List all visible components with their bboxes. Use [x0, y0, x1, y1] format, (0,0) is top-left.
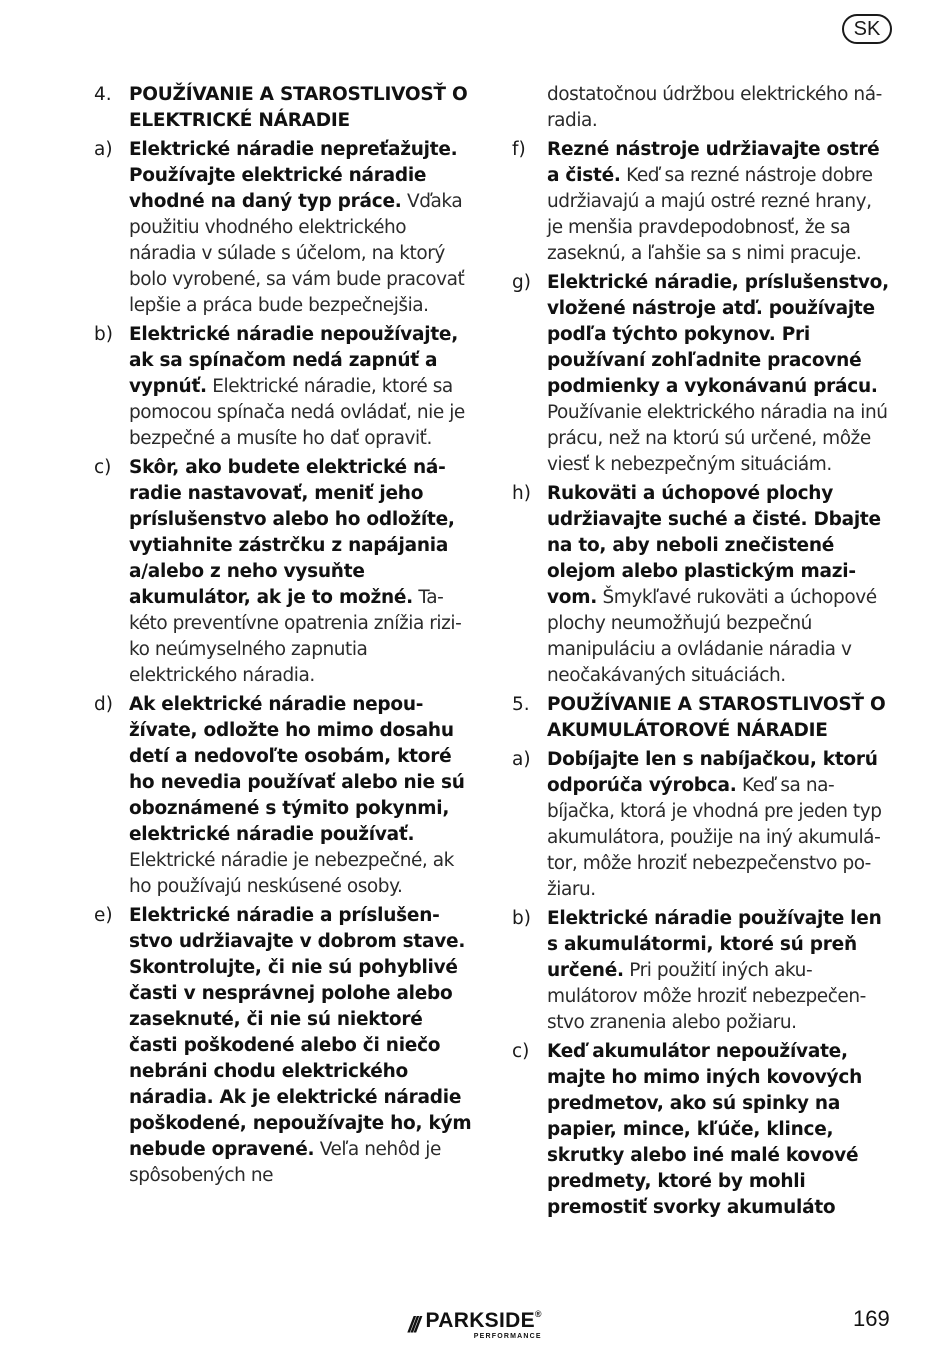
item-label: g): [512, 272, 531, 293]
section-number: 4.: [94, 84, 112, 105]
item-bold-text: Elektrické náradie nepreťažujte. Používajte elektrické náradie vhodné na daný typ práce.: [129, 139, 458, 212]
language-badge: SK: [842, 14, 892, 44]
left-column: [94, 82, 472, 1192]
item-label: a): [94, 139, 113, 160]
logo-slashes-icon: ///: [408, 1312, 418, 1337]
item-bold-text: Skôr, ako budete elektrické náradie nastavovať, meniť jeho príslušenstvo alebo ho odložíte, vytiahnite zástrčku z napájania a/alebo z neho vysuňte akumulátor, ak je to možné.: [129, 457, 455, 608]
item-text: Elektrické náradie je nebezpečné, ak ho používajú neskúsené osoby.: [129, 850, 454, 897]
item-text: Pri použití iných akumulátorov môže hroziť nebezpečenstvo zranenia alebo požiaru.: [547, 960, 867, 1033]
item-bold-text: Elektrické náradie používajte len s akumulátormi, ktoré sú preň určené.: [547, 908, 882, 981]
list-item-b: [94, 322, 472, 452]
item-bold-text: Keď akumulátor nepoužívate, majte ho mimo iných kovových predmetov, ako sú spinky na papier, mince, kľúče, klince, skrutky alebo iné malé kovové predmety, ktoré by mohli premostiť svorky akumuláto: [547, 1041, 862, 1218]
item-text: Veľa nehôd je spôsobených ne: [129, 1139, 441, 1186]
item-text: Takéto preventívne opatrenia znížia riziko neúmyselného zapnutia elektrického náradia.: [129, 587, 462, 686]
item-text: Používanie elektrického náradia na inú prácu, než na ktorú sú určené, môže viesť k nebezpečným situáciám.: [547, 402, 888, 475]
list-item-d: [94, 692, 472, 900]
section-title: POUŽÍVANIE A STAROSTLIVOSŤ O ELEKTRICKÉ NÁRADIE: [129, 84, 468, 131]
section-number: 5.: [512, 694, 530, 715]
list-item-g: [512, 270, 890, 478]
item-label: c): [512, 1041, 530, 1062]
item-label: c): [94, 457, 112, 478]
brand-name: PARKSIDE: [425, 1309, 535, 1332]
item-bold-text: Elektrické náradie nepoužívajte, ak sa spínačom nedá zapnúť a vypnúť.: [129, 324, 458, 397]
item-label: f): [512, 139, 526, 160]
list-item-c: [94, 455, 472, 689]
item-text: Vďaka použitiu vhodného elektrického náradia v súlade s účelom, na ktorý bolo vyrobené, sa vám bude pracovať lepšie a práca bude bezpečnejšia.: [129, 191, 465, 316]
item-label: e): [94, 905, 113, 926]
item-bold-text: Rukoväti a úchopové plochy udržiavajte suché a čisté. Dbajte na to, aby neboli znečistené olejom alebo plastickým mazivom.: [547, 483, 881, 608]
list-item-a: [94, 137, 472, 319]
item-text: Keď sa rezné nástroje dobre udržiavajú a majú ostré rezné hrany, je menšia pravdepodobnosť, že sa zaseknú, a ľahšie sa s nimi pracuje.: [547, 165, 873, 264]
list-item-b: [512, 906, 890, 1036]
item-label: h): [512, 483, 531, 504]
item-bold-text: Rezné nástroje udržiavajte ostré a čisté.: [547, 139, 880, 186]
item-text: Elektrické náradie, ktoré sa pomocou spínača nedá ovládať, nie je bezpečné a musíte ho dať opraviť.: [129, 376, 465, 449]
section-title: POUŽÍVANIE A STAROSTLIVOSŤ O AKUMULÁTOROVÉ NÁRADIE: [547, 694, 886, 741]
item-bold-text: Elektrické náradie, príslušenstvo, vložené nástroje atď. používajte podľa týchto pokynov. Pri používaní zohľadnite pracovné podmienky a vykonávanú prácu.: [547, 272, 889, 397]
section-5-heading: [512, 692, 890, 744]
item-label: d): [94, 694, 113, 715]
item-bold-text: Dobíjajte len s nabíjačkou, ktorú odporúča výrobca.: [547, 749, 878, 796]
brand-subtitle: PERFORMANCE: [473, 1333, 542, 1340]
item-text: Keď sa nabíjačka, ktorá je vhodná pre jeden typ akumulátora, použije na iný akumulátor, môže hroziť nebezpečenstvo požiaru.: [547, 775, 882, 900]
list-item-h: [512, 481, 890, 689]
item-label: a): [512, 749, 531, 770]
item-e-continuation: dostatočnou údržbou elektrického náradia.: [547, 84, 883, 131]
item-bold-text: Elektrické náradie a príslušenstvo udržiavajte v dobrom stave. Skontrolujte, či nie sú pohyblivé časti v nesprávnej polohe alebo zaseknuté, či nie sú niektoré časti poškodené alebo či niečo nebráni chodu elektrického náradia. Ak je elektrické náradie poškodené, nepoužívajte ho, kým nebude opravené.: [129, 905, 472, 1160]
list-item-c: [512, 1039, 890, 1221]
list-item-f: [512, 137, 890, 267]
item-text: Šmykľavé rukoväti a úchopové plochy neumožňujú bezpečnú manipuláciu a ovládanie náradia v neočakávaných situáciách.: [547, 587, 877, 686]
item-label: b): [512, 908, 531, 929]
item-label: b): [94, 324, 113, 345]
item-bold-text: Ak elektrické náradie nepoužívate, odložte ho mimo dosahu detí a nedovoľte osobám, ktoré ho nevedia používať alebo nie sú oboznámené s týmito pokynmi, elektrické náradie používať.: [129, 694, 465, 845]
section-4-heading: [94, 82, 472, 134]
registered-mark: ®: [534, 1309, 542, 1319]
list-item-e: [94, 903, 472, 1189]
brand-logo: [0, 1310, 950, 1340]
right-column: [512, 82, 890, 1224]
page-number: 169: [853, 1306, 890, 1331]
list-item-a: [512, 747, 890, 903]
